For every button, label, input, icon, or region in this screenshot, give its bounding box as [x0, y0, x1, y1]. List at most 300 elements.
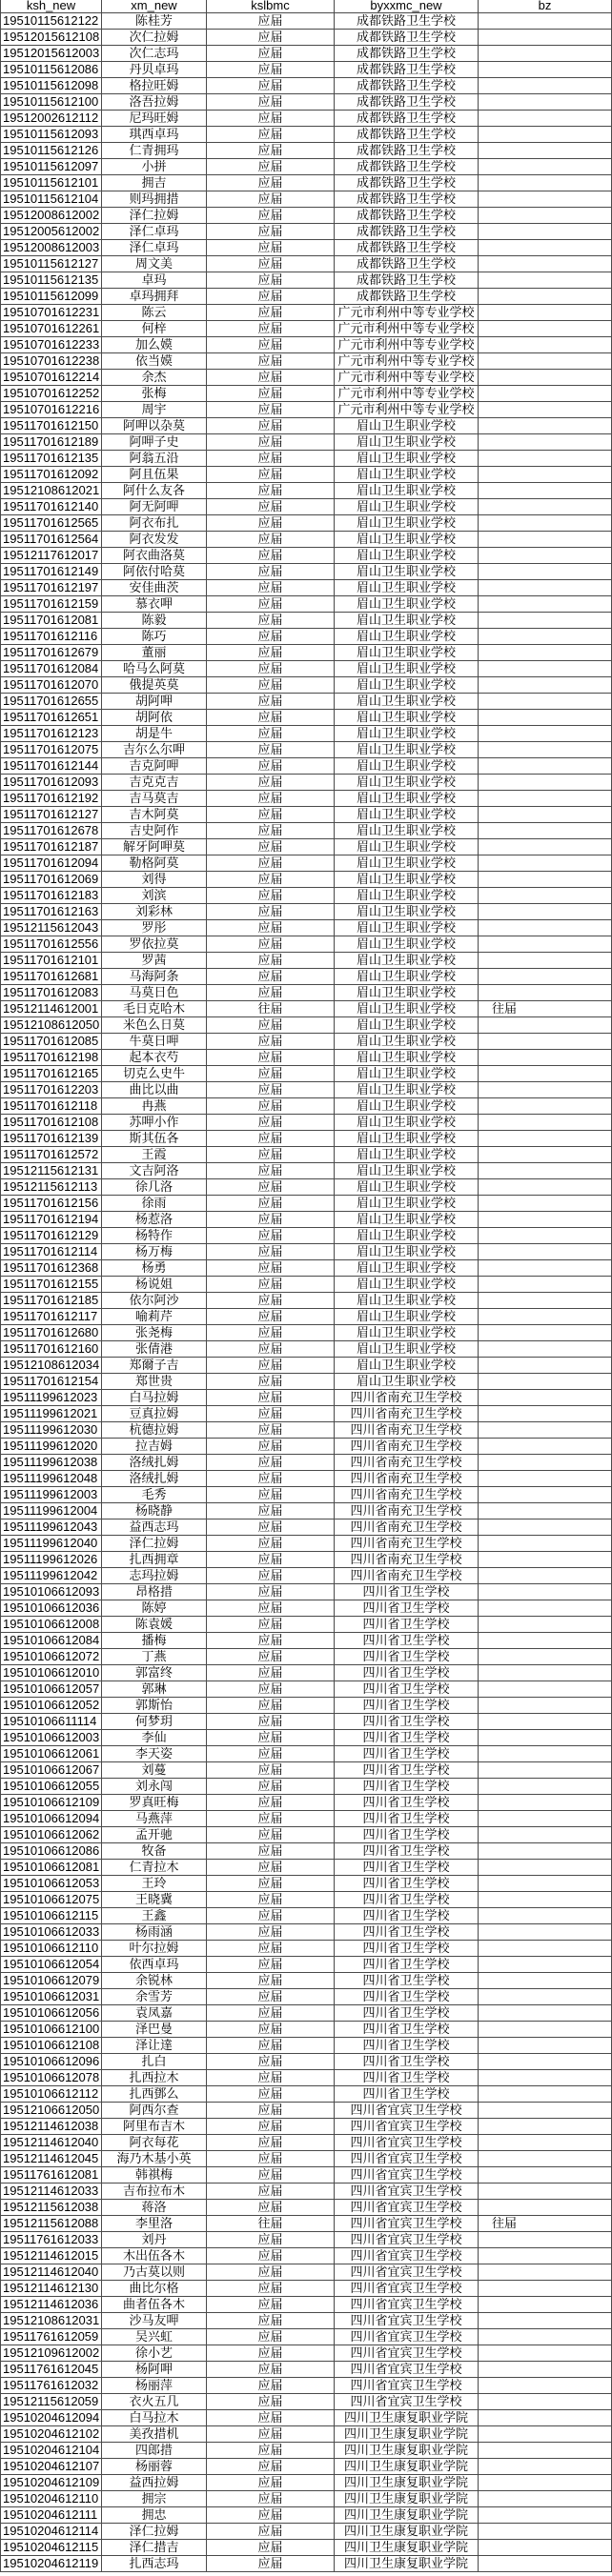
cell-ksh-new[interactable]: 19511701612149	[1, 564, 102, 579]
cell-bz[interactable]	[479, 2426, 612, 2442]
cell-kslbmc[interactable]: 应届	[207, 2119, 335, 2134]
cell-byxxmc-new[interactable]: 眉山卫生职业学校	[335, 629, 479, 644]
cell-bz[interactable]	[479, 629, 612, 644]
cell-kslbmc[interactable]: 应届	[207, 30, 335, 45]
cell-bz[interactable]	[479, 2103, 612, 2118]
cell-ksh-new[interactable]: 19511701612203	[1, 1082, 102, 1097]
cell-kslbmc[interactable]: 应届	[207, 46, 335, 61]
cell-byxxmc-new[interactable]: 眉山卫生职业学校	[335, 823, 479, 838]
cell-byxxmc-new[interactable]: 成都铁路卫生学校	[335, 208, 479, 223]
cell-bz[interactable]	[479, 1179, 612, 1195]
cell-ksh-new[interactable]: 19511701612183	[1, 888, 102, 903]
cell-kslbmc[interactable]: 应届	[207, 2184, 335, 2199]
cell-byxxmc-new[interactable]: 四川省卫生学校	[335, 1843, 479, 1859]
cell-byxxmc-new[interactable]: 四川省宜宾卫生学校	[335, 2394, 479, 2409]
cell-byxxmc-new[interactable]: 四川省卫生学校	[335, 1762, 479, 1778]
cell-ksh-new[interactable]: 19511701612140	[1, 499, 102, 514]
cell-ksh-new[interactable]: 19510106612008	[1, 1617, 102, 1632]
cell-ksh-new[interactable]: 19511199612042	[1, 1568, 102, 1583]
cell-xm-new[interactable]: 次仁志玛	[102, 46, 207, 61]
cell-bz[interactable]	[479, 710, 612, 725]
cell-byxxmc-new[interactable]: 四川省南充卫生学校	[335, 1503, 479, 1519]
cell-bz[interactable]	[479, 1277, 612, 1292]
cell-xm-new[interactable]: 张梅	[102, 386, 207, 401]
cell-xm-new[interactable]: 泽仁卓玛	[102, 240, 207, 255]
cell-ksh-new[interactable]: 19510115612101	[1, 175, 102, 191]
cell-kslbmc[interactable]: 应届	[207, 1584, 335, 1600]
cell-kslbmc[interactable]: 应届	[207, 1811, 335, 1826]
cell-byxxmc-new[interactable]: 四川省南充卫生学校	[335, 1422, 479, 1438]
cell-kslbmc[interactable]: 应届	[207, 2103, 335, 2118]
cell-kslbmc[interactable]: 应届	[207, 548, 335, 563]
cell-ksh-new[interactable]: 19511701612651	[1, 710, 102, 725]
cell-byxxmc-new[interactable]: 眉山卫生职业学校	[335, 1147, 479, 1162]
cell-kslbmc[interactable]: 应届	[207, 969, 335, 984]
cell-ksh-new[interactable]: 19510106612078	[1, 2070, 102, 2085]
cell-bz[interactable]	[479, 434, 612, 450]
cell-byxxmc-new[interactable]: 眉山卫生职业学校	[335, 985, 479, 1000]
cell-bz[interactable]	[479, 1665, 612, 1680]
cell-ksh-new[interactable]: 19511701612114	[1, 1244, 102, 1259]
cell-bz[interactable]	[479, 1147, 612, 1162]
cell-bz[interactable]	[479, 855, 612, 871]
cell-byxxmc-new[interactable]: 眉山卫生职业学校	[335, 1131, 479, 1146]
cell-kslbmc[interactable]: 应届	[207, 2443, 335, 2458]
cell-xm-new[interactable]: 吉史阿作	[102, 823, 207, 838]
cell-xm-new[interactable]: 陈婷	[102, 1600, 207, 1616]
cell-byxxmc-new[interactable]: 眉山卫生职业学校	[335, 888, 479, 903]
cell-xm-new[interactable]: 扎白	[102, 2054, 207, 2069]
cell-bz[interactable]	[479, 1860, 612, 1875]
cell-xm-new[interactable]: 苏呷小作	[102, 1115, 207, 1130]
cell-kslbmc[interactable]: 应届	[207, 111, 335, 126]
cell-ksh-new[interactable]: 19510106612067	[1, 1762, 102, 1778]
cell-byxxmc-new[interactable]: 四川省卫生学校	[335, 2022, 479, 2037]
cell-xm-new[interactable]: 吉尔么尔呷	[102, 742, 207, 757]
cell-ksh-new[interactable]: 19511199612020	[1, 1439, 102, 1454]
cell-ksh-new[interactable]: 19510106612062	[1, 1827, 102, 1842]
cell-kslbmc[interactable]: 应届	[207, 1617, 335, 1632]
cell-xm-new[interactable]: 斯其伍各	[102, 1131, 207, 1146]
cell-kslbmc[interactable]: 应届	[207, 920, 335, 936]
cell-ksh-new[interactable]: 19511199612030	[1, 1422, 102, 1438]
cell-byxxmc-new[interactable]: 眉山卫生职业学校	[335, 1001, 479, 1016]
cell-bz[interactable]	[479, 1957, 612, 1972]
cell-byxxmc-new[interactable]: 四川省卫生学校	[335, 1876, 479, 1891]
cell-ksh-new[interactable]: 19511199612026	[1, 1552, 102, 1567]
cell-ksh-new[interactable]: 19510115612127	[1, 256, 102, 272]
cell-xm-new[interactable]: 董丽	[102, 645, 207, 660]
cell-xm-new[interactable]: 安佳曲茨	[102, 580, 207, 595]
cell-bz[interactable]: 往届	[479, 1001, 612, 1016]
cell-ksh-new[interactable]: 19511199612048	[1, 1471, 102, 1486]
cell-ksh-new[interactable]: 19511701612185	[1, 1293, 102, 1308]
cell-kslbmc[interactable]: 应届	[207, 1244, 335, 1259]
cell-kslbmc[interactable]: 应届	[207, 1147, 335, 1162]
cell-kslbmc[interactable]: 应届	[207, 775, 335, 790]
cell-kslbmc[interactable]: 应届	[207, 904, 335, 919]
cell-bz[interactable]	[479, 1681, 612, 1697]
cell-xm-new[interactable]: 杨特作	[102, 1228, 207, 1243]
cell-ksh-new[interactable]: 19510106612084	[1, 1633, 102, 1648]
cell-bz[interactable]	[479, 564, 612, 579]
cell-ksh-new[interactable]: 19512114612015	[1, 2248, 102, 2264]
cell-kslbmc[interactable]: 应届	[207, 94, 335, 110]
cell-kslbmc[interactable]: 应届	[207, 2345, 335, 2361]
cell-kslbmc[interactable]: 应届	[207, 1876, 335, 1891]
cell-ksh-new[interactable]: 19510106612115	[1, 1908, 102, 1923]
cell-bz[interactable]	[479, 969, 612, 984]
cell-byxxmc-new[interactable]: 成都铁路卫生学校	[335, 94, 479, 110]
cell-xm-new[interactable]: 徐小艺	[102, 2345, 207, 2361]
cell-kslbmc[interactable]: 应届	[207, 2524, 335, 2539]
cell-byxxmc-new[interactable]: 四川省卫生学校	[335, 2054, 479, 2069]
cell-xm-new[interactable]: 何梓	[102, 321, 207, 336]
cell-kslbmc[interactable]: 应届	[207, 661, 335, 676]
cell-byxxmc-new[interactable]: 四川省南充卫生学校	[335, 1568, 479, 1583]
cell-ksh-new[interactable]: 19511701612154	[1, 1374, 102, 1389]
cell-byxxmc-new[interactable]: 四川省南充卫生学校	[335, 1439, 479, 1454]
cell-xm-new[interactable]: 阿什么友各	[102, 483, 207, 498]
cell-byxxmc-new[interactable]: 成都铁路卫生学校	[335, 175, 479, 191]
cell-xm-new[interactable]: 阿衣发发	[102, 532, 207, 547]
cell-xm-new[interactable]: 罗彤	[102, 920, 207, 936]
cell-ksh-new[interactable]: 19512114612045	[1, 2151, 102, 2166]
cell-byxxmc-new[interactable]: 四川省南充卫生学校	[335, 1471, 479, 1486]
cell-ksh-new[interactable]: 19510106612081	[1, 1860, 102, 1875]
cell-kslbmc[interactable]: 应届	[207, 629, 335, 644]
cell-kslbmc[interactable]: 应届	[207, 596, 335, 612]
cell-byxxmc-new[interactable]: 广元市利州中等专业学校	[335, 337, 479, 352]
cell-byxxmc-new[interactable]: 四川省卫生学校	[335, 1600, 479, 1616]
cell-byxxmc-new[interactable]: 眉山卫生职业学校	[335, 920, 479, 936]
cell-kslbmc[interactable]: 应届	[207, 677, 335, 693]
cell-ksh-new[interactable]: 19512114612033	[1, 2184, 102, 2199]
cell-xm-new[interactable]: 米色么日莫	[102, 1017, 207, 1033]
cell-ksh-new[interactable]: 19511199612043	[1, 1519, 102, 1535]
cell-kslbmc[interactable]: 往届	[207, 1001, 335, 1016]
cell-xm-new[interactable]: 郭琳	[102, 1681, 207, 1697]
cell-bz[interactable]	[479, 2200, 612, 2215]
cell-kslbmc[interactable]: 应届	[207, 1519, 335, 1535]
cell-ksh-new[interactable]: 19510106612110	[1, 1941, 102, 1956]
cell-xm-new[interactable]: 阿翁五沿	[102, 451, 207, 466]
cell-ksh-new[interactable]: 19512008612003	[1, 240, 102, 255]
cell-byxxmc-new[interactable]: 眉山卫生职业学校	[335, 1341, 479, 1357]
cell-bz[interactable]	[479, 1487, 612, 1502]
cell-kslbmc[interactable]: 应届	[207, 823, 335, 838]
cell-ksh-new[interactable]: 19510106612109	[1, 1795, 102, 1810]
cell-byxxmc-new[interactable]: 四川省卫生学校	[335, 1584, 479, 1600]
cell-byxxmc-new[interactable]: 四川省卫生学校	[335, 1941, 479, 1956]
cell-byxxmc-new[interactable]: 四川省宜宾卫生学校	[335, 2362, 479, 2377]
cell-kslbmc[interactable]: 应届	[207, 645, 335, 660]
cell-byxxmc-new[interactable]: 四川省卫生学校	[335, 1649, 479, 1664]
cell-xm-new[interactable]: 尼玛旺姆	[102, 111, 207, 126]
cell-xm-new[interactable]: 起本衣芍	[102, 1050, 207, 1065]
cell-byxxmc-new[interactable]: 成都铁路卫生学校	[335, 30, 479, 45]
cell-bz[interactable]	[479, 1892, 612, 1907]
cell-ksh-new[interactable]: 19511701612163	[1, 904, 102, 919]
cell-xm-new[interactable]: 何梦玥	[102, 1714, 207, 1729]
column-header-byxxmc-new[interactable]: byxxmc_new	[335, 0, 479, 12]
cell-ksh-new[interactable]: 19511701612150	[1, 418, 102, 433]
cell-xm-new[interactable]: 罗依拉莫	[102, 936, 207, 952]
cell-byxxmc-new[interactable]: 四川省卫生学校	[335, 1665, 479, 1680]
cell-xm-new[interactable]: 昂格措	[102, 1584, 207, 1600]
cell-kslbmc[interactable]: 应届	[207, 1066, 335, 1081]
cell-ksh-new[interactable]: 19512114612038	[1, 2119, 102, 2134]
cell-xm-new[interactable]: 王霞	[102, 1147, 207, 1162]
cell-byxxmc-new[interactable]: 四川卫生康复职业学院	[335, 2491, 479, 2506]
cell-kslbmc[interactable]: 应届	[207, 1390, 335, 1405]
cell-kslbmc[interactable]: 应届	[207, 855, 335, 871]
cell-bz[interactable]	[479, 580, 612, 595]
cell-bz[interactable]	[479, 208, 612, 223]
cell-xm-new[interactable]: 阿衣曲洛莫	[102, 548, 207, 563]
cell-ksh-new[interactable]: 19510115612135	[1, 272, 102, 288]
cell-ksh-new[interactable]: 19510204612107	[1, 2459, 102, 2474]
cell-bz[interactable]	[479, 1617, 612, 1632]
cell-kslbmc[interactable]: 应届	[207, 1406, 335, 1421]
cell-bz[interactable]	[479, 596, 612, 612]
cell-xm-new[interactable]: 益西拉姆	[102, 2475, 207, 2490]
cell-ksh-new[interactable]: 19511701612572	[1, 1147, 102, 1162]
cell-bz[interactable]	[479, 2329, 612, 2345]
cell-byxxmc-new[interactable]: 成都铁路卫生学校	[335, 224, 479, 239]
cell-bz[interactable]	[479, 1341, 612, 1357]
cell-ksh-new[interactable]: 19511761612045	[1, 2362, 102, 2377]
cell-byxxmc-new[interactable]: 成都铁路卫生学校	[335, 289, 479, 304]
cell-xm-new[interactable]: 阿衣每花	[102, 2135, 207, 2150]
cell-xm-new[interactable]: 拉吉姆	[102, 1439, 207, 1454]
cell-bz[interactable]	[479, 1746, 612, 1761]
cell-xm-new[interactable]: 蒋洛	[102, 2200, 207, 2215]
cell-ksh-new[interactable]: 19510204612111	[1, 2507, 102, 2523]
cell-xm-new[interactable]: 泽巴曼	[102, 2022, 207, 2037]
cell-byxxmc-new[interactable]: 眉山卫生职业学校	[335, 1179, 479, 1195]
cell-bz[interactable]	[479, 1698, 612, 1713]
cell-ksh-new[interactable]: 19512114612040	[1, 2135, 102, 2150]
cell-xm-new[interactable]: 杨万梅	[102, 1244, 207, 1259]
cell-kslbmc[interactable]: 应届	[207, 1714, 335, 1729]
cell-byxxmc-new[interactable]: 成都铁路卫生学校	[335, 240, 479, 255]
cell-ksh-new[interactable]: 19511701612084	[1, 661, 102, 676]
cell-byxxmc-new[interactable]: 四川省卫生学校	[335, 1730, 479, 1745]
cell-bz[interactable]	[479, 1649, 612, 1664]
cell-byxxmc-new[interactable]: 四川省南充卫生学校	[335, 1552, 479, 1567]
cell-bz[interactable]	[479, 953, 612, 968]
cell-kslbmc[interactable]: 应届	[207, 2070, 335, 2085]
cell-byxxmc-new[interactable]: 成都铁路卫生学校	[335, 111, 479, 126]
cell-bz[interactable]	[479, 2491, 612, 2506]
cell-byxxmc-new[interactable]: 广元市利州中等专业学校	[335, 370, 479, 385]
cell-bz[interactable]	[479, 94, 612, 110]
cell-ksh-new[interactable]: 19512115612038	[1, 2200, 102, 2215]
cell-bz[interactable]	[479, 758, 612, 774]
cell-ksh-new[interactable]: 19512115612088	[1, 2216, 102, 2231]
cell-ksh-new[interactable]: 19510701612261	[1, 321, 102, 336]
cell-bz[interactable]	[479, 2022, 612, 2037]
cell-ksh-new[interactable]: 19511701612681	[1, 969, 102, 984]
cell-kslbmc[interactable]: 应届	[207, 1422, 335, 1438]
cell-kslbmc[interactable]: 应届	[207, 1212, 335, 1227]
cell-bz[interactable]	[479, 1908, 612, 1923]
cell-kslbmc[interactable]: 应届	[207, 2362, 335, 2377]
cell-xm-new[interactable]: 阿且伍果	[102, 467, 207, 482]
cell-ksh-new[interactable]: 19510106612100	[1, 2022, 102, 2037]
cell-xm-new[interactable]: 吉克阿呷	[102, 758, 207, 774]
cell-ksh-new[interactable]: 19510106612108	[1, 2038, 102, 2053]
cell-bz[interactable]	[479, 1017, 612, 1033]
cell-xm-new[interactable]: 王鑫	[102, 1908, 207, 1923]
cell-ksh-new[interactable]: 19511701612081	[1, 613, 102, 628]
cell-ksh-new[interactable]: 19510115612100	[1, 94, 102, 110]
cell-xm-new[interactable]: 胡是牛	[102, 726, 207, 741]
cell-byxxmc-new[interactable]: 四川卫生康复职业学院	[335, 2556, 479, 2571]
cell-xm-new[interactable]: 拥吉	[102, 175, 207, 191]
cell-byxxmc-new[interactable]: 四川省卫生学校	[335, 1698, 479, 1713]
cell-byxxmc-new[interactable]: 广元市利州中等专业学校	[335, 402, 479, 417]
cell-bz[interactable]	[479, 661, 612, 676]
cell-byxxmc-new[interactable]: 眉山卫生职业学校	[335, 1098, 479, 1114]
cell-byxxmc-new[interactable]: 成都铁路卫生学校	[335, 143, 479, 158]
cell-ksh-new[interactable]: 19510106612057	[1, 1681, 102, 1697]
cell-ksh-new[interactable]: 19510106612052	[1, 1698, 102, 1713]
cell-bz[interactable]	[479, 499, 612, 514]
cell-ksh-new[interactable]: 19510106612010	[1, 1665, 102, 1680]
cell-byxxmc-new[interactable]: 眉山卫生职业学校	[335, 1034, 479, 1049]
cell-kslbmc[interactable]: 应届	[207, 1374, 335, 1389]
cell-byxxmc-new[interactable]: 四川省宜宾卫生学校	[335, 2345, 479, 2361]
cell-byxxmc-new[interactable]: 四川省南充卫生学校	[335, 1519, 479, 1535]
cell-ksh-new[interactable]: 19510106612055	[1, 1779, 102, 1794]
cell-bz[interactable]	[479, 1374, 612, 1389]
cell-ksh-new[interactable]: 19512114612036	[1, 2297, 102, 2312]
cell-byxxmc-new[interactable]: 眉山卫生职业学校	[335, 1309, 479, 1324]
cell-bz[interactable]	[479, 1762, 612, 1778]
cell-kslbmc[interactable]: 应届	[207, 499, 335, 514]
cell-ksh-new[interactable]: 19512117612017	[1, 548, 102, 563]
cell-bz[interactable]	[479, 191, 612, 207]
cell-bz[interactable]	[479, 791, 612, 806]
cell-bz[interactable]	[479, 515, 612, 531]
cell-kslbmc[interactable]: 应届	[207, 2038, 335, 2053]
cell-xm-new[interactable]: 叶尔拉姆	[102, 1941, 207, 1956]
cell-bz[interactable]	[479, 920, 612, 936]
cell-kslbmc[interactable]: 应届	[207, 1779, 335, 1794]
cell-byxxmc-new[interactable]: 四川卫生康复职业学院	[335, 2426, 479, 2442]
cell-kslbmc[interactable]: 应届	[207, 1730, 335, 1745]
cell-ksh-new[interactable]: 19510106612079	[1, 1973, 102, 1988]
cell-bz[interactable]	[479, 1293, 612, 1308]
cell-kslbmc[interactable]: 应届	[207, 1860, 335, 1875]
cell-xm-new[interactable]: 胡阿呷	[102, 694, 207, 709]
cell-kslbmc[interactable]: 应届	[207, 321, 335, 336]
cell-ksh-new[interactable]: 19510106612036	[1, 1600, 102, 1616]
cell-bz[interactable]	[479, 1439, 612, 1454]
cell-byxxmc-new[interactable]: 眉山卫生职业学校	[335, 564, 479, 579]
cell-byxxmc-new[interactable]: 四川卫生康复职业学院	[335, 2540, 479, 2555]
cell-bz[interactable]	[479, 2410, 612, 2425]
cell-bz[interactable]	[479, 353, 612, 369]
cell-xm-new[interactable]: 刘滨	[102, 888, 207, 903]
cell-byxxmc-new[interactable]: 眉山卫生职业学校	[335, 969, 479, 984]
cell-xm-new[interactable]: 阿依付哈莫	[102, 564, 207, 579]
cell-kslbmc[interactable]: 应届	[207, 532, 335, 547]
cell-xm-new[interactable]: 刘蔓	[102, 1762, 207, 1778]
cell-byxxmc-new[interactable]: 眉山卫生职业学校	[335, 434, 479, 450]
cell-ksh-new[interactable]: 19511701612165	[1, 1066, 102, 1081]
cell-byxxmc-new[interactable]: 四川省宜宾卫生学校	[335, 2151, 479, 2166]
cell-kslbmc[interactable]: 应届	[207, 1034, 335, 1049]
cell-xm-new[interactable]: 吉克克吉	[102, 775, 207, 790]
cell-xm-new[interactable]: 慕衣呷	[102, 596, 207, 612]
cell-kslbmc[interactable]: 应届	[207, 2459, 335, 2474]
cell-ksh-new[interactable]: 19510106611114	[1, 1714, 102, 1729]
cell-ksh-new[interactable]: 19512109612002	[1, 2345, 102, 2361]
cell-ksh-new[interactable]: 19510106612003	[1, 1730, 102, 1745]
cell-ksh-new[interactable]: 19510115612097	[1, 159, 102, 174]
cell-kslbmc[interactable]: 应届	[207, 1568, 335, 1583]
cell-kslbmc[interactable]: 应届	[207, 175, 335, 191]
cell-kslbmc[interactable]: 应届	[207, 1341, 335, 1357]
cell-ksh-new[interactable]: 19510204612115	[1, 2540, 102, 2555]
cell-bz[interactable]	[479, 726, 612, 741]
cell-byxxmc-new[interactable]: 眉山卫生职业学校	[335, 1325, 479, 1340]
cell-xm-new[interactable]: 泽让達	[102, 2038, 207, 2053]
cell-bz[interactable]	[479, 2038, 612, 2053]
cell-ksh-new[interactable]: 19511701612197	[1, 580, 102, 595]
cell-bz[interactable]	[479, 1584, 612, 1600]
cell-byxxmc-new[interactable]: 四川省卫生学校	[335, 1908, 479, 1923]
cell-byxxmc-new[interactable]: 成都铁路卫生学校	[335, 272, 479, 288]
cell-kslbmc[interactable]: 应届	[207, 758, 335, 774]
cell-ksh-new[interactable]: 19511701612187	[1, 839, 102, 855]
cell-kslbmc[interactable]: 应届	[207, 2248, 335, 2264]
cell-byxxmc-new[interactable]: 眉山卫生职业学校	[335, 1050, 479, 1065]
cell-bz[interactable]	[479, 451, 612, 466]
cell-bz[interactable]	[479, 370, 612, 385]
cell-bz[interactable]	[479, 1519, 612, 1535]
cell-byxxmc-new[interactable]: 眉山卫生职业学校	[335, 418, 479, 433]
cell-byxxmc-new[interactable]: 眉山卫生职业学校	[335, 677, 479, 693]
cell-xm-new[interactable]: 罗真旺梅	[102, 1795, 207, 1810]
cell-byxxmc-new[interactable]: 眉山卫生职业学校	[335, 742, 479, 757]
cell-byxxmc-new[interactable]: 眉山卫生职业学校	[335, 936, 479, 952]
cell-bz[interactable]	[479, 872, 612, 887]
cell-ksh-new[interactable]: 19511701612144	[1, 758, 102, 774]
cell-kslbmc[interactable]: 应届	[207, 1843, 335, 1859]
cell-xm-new[interactable]: 冉燕	[102, 1098, 207, 1114]
cell-byxxmc-new[interactable]: 四川省南充卫生学校	[335, 1487, 479, 1502]
cell-kslbmc[interactable]: 应届	[207, 985, 335, 1000]
cell-xm-new[interactable]: 牧备	[102, 1843, 207, 1859]
cell-xm-new[interactable]: 刘得	[102, 872, 207, 887]
cell-bz[interactable]	[479, 1066, 612, 1081]
cell-kslbmc[interactable]: 应届	[207, 305, 335, 320]
cell-xm-new[interactable]: 志玛拉姆	[102, 1568, 207, 1583]
cell-byxxmc-new[interactable]: 四川卫生康复职业学院	[335, 2475, 479, 2490]
cell-xm-new[interactable]: 豆真拉姆	[102, 1406, 207, 1421]
cell-ksh-new[interactable]: 19510701612238	[1, 353, 102, 369]
cell-xm-new[interactable]: 仁青拥玛	[102, 143, 207, 158]
cell-xm-new[interactable]: 阿西尔查	[102, 2103, 207, 2118]
cell-bz[interactable]	[479, 1228, 612, 1243]
cell-bz[interactable]	[479, 694, 612, 709]
cell-xm-new[interactable]: 琪西卓玛	[102, 127, 207, 142]
cell-bz[interactable]	[479, 2184, 612, 2199]
